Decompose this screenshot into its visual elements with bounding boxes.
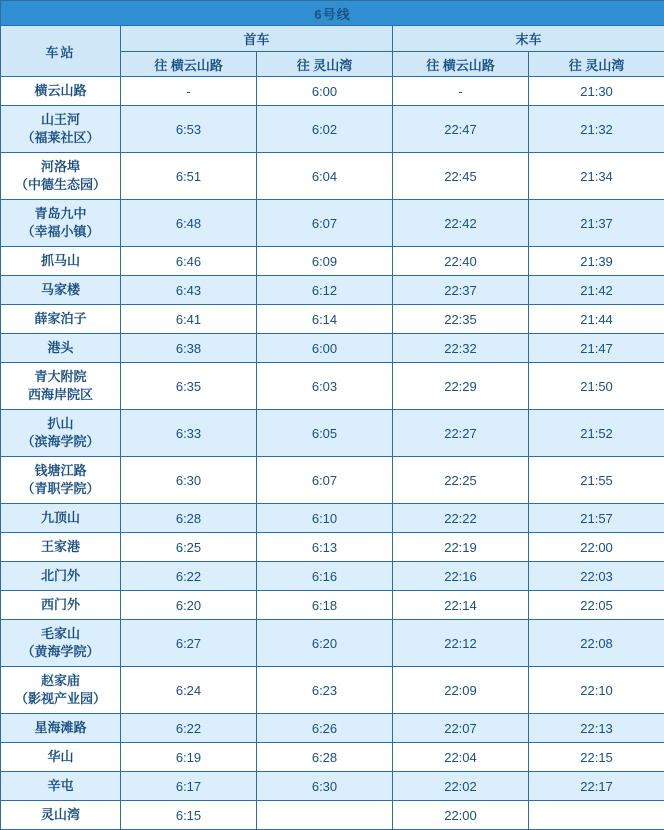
last-train-to-hengyunshanlu: 22:42 <box>393 200 529 247</box>
last-train-to-hengyunshanlu: 22:29 <box>393 363 529 410</box>
first-train-to-lingshanwan <box>257 801 393 830</box>
last-train-to-hengyunshanlu: 22:35 <box>393 305 529 334</box>
first-train-to-lingshanwan: 6:26 <box>257 714 393 743</box>
first-train-to-hengyunshanlu: 6:17 <box>121 772 257 801</box>
last-train-to-hengyunshanlu: 22:37 <box>393 276 529 305</box>
table-row <box>1 410 664 457</box>
station-name-cell <box>1 743 121 772</box>
first-train-to-hengyunshanlu: 6:25 <box>121 533 257 562</box>
station-name-cell <box>1 153 121 200</box>
first-train-to-lingshanwan: 6:28 <box>257 743 393 772</box>
first-train-to-lingshanwan: 6:04 <box>257 153 393 200</box>
table-row <box>1 772 664 801</box>
station-name: 青岛九中 <box>34 206 86 221</box>
station-name: 马家楼 <box>41 282 80 297</box>
last-train-to-hengyunshanlu: 22:16 <box>393 562 529 591</box>
table-row <box>1 620 664 667</box>
first-train-to-hengyunshanlu: 6:33 <box>121 410 257 457</box>
first-train-to-hengyunshanlu: 6:51 <box>121 153 257 200</box>
station-name-cell <box>1 714 121 743</box>
first-train-to-hengyunshanlu: 6:41 <box>121 305 257 334</box>
last-train-to-hengyunshanlu: 22:12 <box>393 620 529 667</box>
station-column-header: 车站 <box>1 26 121 77</box>
first-train-to-lingshanwan: 6:00 <box>257 334 393 363</box>
first-train-dir-hengyunshanlu: 往 横云山路 <box>121 52 257 77</box>
last-train-to-lingshanwan: 22:15 <box>529 743 664 772</box>
last-train-to-hengyunshanlu: 22:14 <box>393 591 529 620</box>
table-row <box>1 334 664 363</box>
station-name: 抓马山 <box>41 253 80 268</box>
first-train-to-lingshanwan: 6:16 <box>257 562 393 591</box>
table-row <box>1 305 664 334</box>
station-name-cell <box>1 200 121 247</box>
station-subname: （滨海学院） <box>1 433 120 451</box>
first-train-to-hengyunshanlu: 6:48 <box>121 200 257 247</box>
table-row <box>1 743 664 772</box>
station-name: 横云山路 <box>34 83 86 98</box>
table-row <box>1 247 664 276</box>
first-train-to-hengyunshanlu: 6:24 <box>121 667 257 714</box>
first-train-to-hengyunshanlu: 6:22 <box>121 714 257 743</box>
station-name: 北门外 <box>41 568 80 583</box>
station-name: 毛家山 <box>41 626 80 641</box>
first-train-to-lingshanwan: 6:20 <box>257 620 393 667</box>
station-name-cell <box>1 106 121 153</box>
table-row <box>1 801 664 830</box>
station-name-cell <box>1 77 121 106</box>
table-row <box>1 276 664 305</box>
station-name: 赵家庙 <box>41 673 80 688</box>
first-train-to-hengyunshanlu: 6:30 <box>121 457 257 504</box>
first-train-to-lingshanwan: 6:05 <box>257 410 393 457</box>
table-row <box>1 457 664 504</box>
station-name: 星海滩路 <box>34 720 86 735</box>
station-name: 河洛埠 <box>41 159 80 174</box>
last-train-to-lingshanwan: 22:08 <box>529 620 664 667</box>
last-train-to-lingshanwan: 21:50 <box>529 363 664 410</box>
table-row <box>1 591 664 620</box>
first-train-to-hengyunshanlu: 6:38 <box>121 334 257 363</box>
timetable-rows <box>1 77 664 830</box>
station-name-cell <box>1 363 121 410</box>
first-train-to-lingshanwan: 6:09 <box>257 247 393 276</box>
first-train-dir-lingshanwan: 往 灵山湾 <box>257 52 393 77</box>
station-subname: （幸福小镇） <box>1 223 120 241</box>
station-subname: （影视产业园） <box>1 690 120 708</box>
last-train-to-lingshanwan: 21:55 <box>529 457 664 504</box>
last-train-to-lingshanwan: 21:52 <box>529 410 664 457</box>
station-name: 薛家泊子 <box>34 311 86 326</box>
first-train-to-lingshanwan: 6:00 <box>257 77 393 106</box>
last-train-to-lingshanwan: 22:17 <box>529 772 664 801</box>
line-title: 6号线 <box>1 1 664 26</box>
station-subname: 西海岸院区 <box>1 386 120 404</box>
first-train-to-hengyunshanlu: 6:35 <box>121 363 257 410</box>
table-row <box>1 106 664 153</box>
last-train-to-hengyunshanlu: 22:00 <box>393 801 529 830</box>
first-train-to-lingshanwan: 6:02 <box>257 106 393 153</box>
station-name-cell <box>1 801 121 830</box>
last-train-to-lingshanwan: 21:44 <box>529 305 664 334</box>
first-train-to-hengyunshanlu: 6:46 <box>121 247 257 276</box>
last-train-to-hengyunshanlu: - <box>393 77 529 106</box>
station-name-cell <box>1 247 121 276</box>
table-row <box>1 363 664 410</box>
line-title-row <box>1 1 664 26</box>
station-subname: （福莱社区） <box>1 129 120 147</box>
station-name-cell <box>1 667 121 714</box>
station-name: 扒山 <box>47 416 73 431</box>
station-name: 辛屯 <box>47 778 73 793</box>
station-name-cell <box>1 276 121 305</box>
first-train-to-hengyunshanlu: 6:43 <box>121 276 257 305</box>
last-train-to-lingshanwan: 22:05 <box>529 591 664 620</box>
table-row <box>1 533 664 562</box>
last-train-to-hengyunshanlu: 22:45 <box>393 153 529 200</box>
last-train-to-hengyunshanlu: 22:19 <box>393 533 529 562</box>
last-train-to-hengyunshanlu: 22:32 <box>393 334 529 363</box>
station-name: 九顶山 <box>41 510 80 525</box>
first-train-to-lingshanwan: 6:30 <box>257 772 393 801</box>
first-train-to-lingshanwan: 6:03 <box>257 363 393 410</box>
station-subname: （中德生态园） <box>1 176 120 194</box>
last-train-dir-lingshanwan: 往 灵山湾 <box>529 52 664 77</box>
station-name-cell <box>1 562 121 591</box>
first-train-to-hengyunshanlu: 6:20 <box>121 591 257 620</box>
first-train-to-hengyunshanlu: 6:28 <box>121 504 257 533</box>
first-train-to-hengyunshanlu: 6:53 <box>121 106 257 153</box>
first-train-header: 首车 <box>121 26 393 52</box>
first-train-to-lingshanwan: 6:07 <box>257 200 393 247</box>
first-train-to-lingshanwan: 6:10 <box>257 504 393 533</box>
station-name: 山王河 <box>41 112 80 127</box>
station-name: 王家港 <box>41 539 80 554</box>
last-train-to-hengyunshanlu: 22:25 <box>393 457 529 504</box>
last-train-to-hengyunshanlu: 22:09 <box>393 667 529 714</box>
last-train-to-hengyunshanlu: 22:04 <box>393 743 529 772</box>
first-train-to-lingshanwan: 6:12 <box>257 276 393 305</box>
last-train-to-lingshanwan: 21:32 <box>529 106 664 153</box>
last-train-to-lingshanwan: 22:00 <box>529 533 664 562</box>
last-train-to-lingshanwan: 21:47 <box>529 334 664 363</box>
last-train-to-lingshanwan: 21:37 <box>529 200 664 247</box>
first-train-to-lingshanwan: 6:18 <box>257 591 393 620</box>
station-name-cell <box>1 457 121 504</box>
station-name-cell <box>1 504 121 533</box>
station-name-cell <box>1 591 121 620</box>
first-train-to-hengyunshanlu: 6:27 <box>121 620 257 667</box>
station-name: 灵山湾 <box>41 807 80 822</box>
last-train-to-lingshanwan: 21:39 <box>529 247 664 276</box>
table-row <box>1 504 664 533</box>
station-subname: （青职学院） <box>1 480 120 498</box>
table-row <box>1 562 664 591</box>
first-train-to-hengyunshanlu: 6:19 <box>121 743 257 772</box>
last-train-to-hengyunshanlu: 22:07 <box>393 714 529 743</box>
station-name: 青大附院 <box>34 369 86 384</box>
first-train-to-lingshanwan: 6:13 <box>257 533 393 562</box>
table-row <box>1 77 664 106</box>
station-name-cell <box>1 533 121 562</box>
last-train-to-lingshanwan: 21:34 <box>529 153 664 200</box>
header-row-primary <box>1 26 664 52</box>
last-train-to-lingshanwan: 21:30 <box>529 77 664 106</box>
station-name-cell <box>1 410 121 457</box>
last-train-to-hengyunshanlu: 22:40 <box>393 247 529 276</box>
table-row <box>1 714 664 743</box>
last-train-to-lingshanwan: 21:42 <box>529 276 664 305</box>
last-train-to-hengyunshanlu: 22:02 <box>393 772 529 801</box>
last-train-dir-hengyunshanlu: 往 横云山路 <box>393 52 529 77</box>
station-name: 钱塘江路 <box>34 463 86 478</box>
station-name: 华山 <box>47 749 73 764</box>
last-train-to-lingshanwan: 22:03 <box>529 562 664 591</box>
station-name-cell <box>1 620 121 667</box>
station-subname: （黄海学院） <box>1 643 120 661</box>
station-name-cell <box>1 772 121 801</box>
table-row <box>1 667 664 714</box>
first-train-to-lingshanwan: 6:23 <box>257 667 393 714</box>
station-name: 港头 <box>47 340 73 355</box>
last-train-to-hengyunshanlu: 22:27 <box>393 410 529 457</box>
last-train-to-hengyunshanlu: 22:22 <box>393 504 529 533</box>
first-train-to-hengyunshanlu: - <box>121 77 257 106</box>
timetable-body <box>1 1 664 77</box>
station-name-cell <box>1 305 121 334</box>
last-train-to-lingshanwan: 21:57 <box>529 504 664 533</box>
table-row <box>1 153 664 200</box>
first-train-to-hengyunshanlu: 6:15 <box>121 801 257 830</box>
last-train-header: 末车 <box>393 26 664 52</box>
last-train-to-lingshanwan <box>529 801 664 830</box>
last-train-to-lingshanwan: 22:10 <box>529 667 664 714</box>
first-train-to-lingshanwan: 6:07 <box>257 457 393 504</box>
last-train-to-hengyunshanlu: 22:47 <box>393 106 529 153</box>
station-name: 西门外 <box>41 597 80 612</box>
table-row <box>1 200 664 247</box>
last-train-to-lingshanwan: 22:13 <box>529 714 664 743</box>
station-name-cell <box>1 334 121 363</box>
first-train-to-hengyunshanlu: 6:22 <box>121 562 257 591</box>
first-train-to-lingshanwan: 6:14 <box>257 305 393 334</box>
